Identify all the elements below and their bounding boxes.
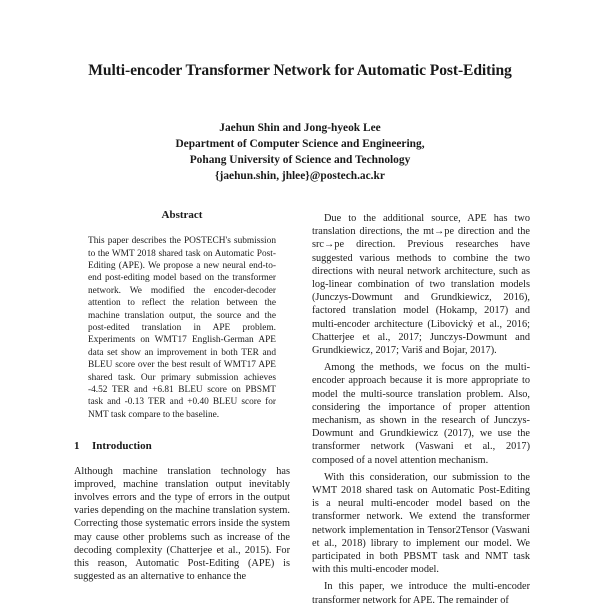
author-email: {jaehun.shin, jhlee}@postech.ac.kr bbox=[215, 170, 385, 182]
section-title: Introduction bbox=[92, 440, 152, 453]
author-block bbox=[0, 120, 600, 184]
body-paragraph-3: With this consideration, our submission to the WMT 2018 shared task on Automatic Post-Editing is a neural multi-encoder model based on the transformer network. We extend the transformer network implementation in Tensor2Tensor (Vaswani et al., 2018) library to implement our model. We participated in both PBSMT task and NMT task with this multi-encoder model. bbox=[312, 471, 530, 576]
affiliation-department: Department of Computer Science and Engineering, bbox=[175, 138, 425, 150]
abstract-heading: Abstract bbox=[161, 209, 203, 221]
introduction-paragraph: Although machine translation technology has improved, machine translation output inevitably involves errors and the type of errors in the output varies depending on the machine translation system. Correcting those systematic errors inside the system may cause other problems such as increase of the decoding complexity (Chatterjee et al., 2015). For this reason, Automatic Post-Editing (APE) is suggested as an alternative to enhance the bbox=[74, 465, 290, 583]
paper-title: Multi-encoder Transformer Network for Automatic Post-Editing bbox=[88, 62, 512, 79]
body-paragraph-1: Due to the additional source, APE has two translation directions, the mt→pe direction and the src→pe direction. Previous researches have suggested various methods to combine the two directions with neural network architecture, such as log-linear combination of two translation models (Junczys-Dowmunt and Grundkiewicz, 2016), factored translation model (Hokamp, 2017) and multi-encoder architecture (Libovický et al., 2016; Chatterjee et al., 2017; Junczys-Dowmunt and Grundkiewicz, 2017; Variš and Bojar, 2017). bbox=[312, 213, 530, 357]
abstract-text: This paper describes the POSTECH's submission to the WMT 2018 shared task on Automatic Post-Editing (APE). We propose a new neural end-to-end post-editing model based on the transformer network. We modified the encoder-decoder attention to reflect the relation between the machine translation output, the source and the post-edited translation in APE problem. Experiments on WMT17 English-German APE data set show an improvement in both TER and BLEU score over the best result of WMT17 APE shared task. Our primary submission achieves -4.52 TER and +6.81 BLEU score on PBSMT task and -0.13 TER and +0.40 BLEU score for NMT task compare to the baseline. bbox=[88, 236, 276, 420]
author-names: Jaehun Shin and Jong-hyeok Lee bbox=[219, 122, 381, 134]
section-heading-introduction bbox=[74, 440, 290, 453]
right-column bbox=[312, 212, 530, 607]
affiliation-university: Pohang University of Science and Technology bbox=[189, 154, 411, 166]
body-paragraph-2: Among the methods, we focus on the multi-encoder approach because it is more appropriate to model the multi-source translation problem. Also, considering the importance of proper attention mechanism, as shown in the research of Junczys-Dowmunt and Grundkiewicz (2017), we use the transformer network (Vaswani et al., 2017) composed of a novel attention mechanism. bbox=[312, 362, 530, 466]
section-number: 1 bbox=[74, 440, 80, 453]
body-paragraph-4: In this paper, we introduce the multi-encoder transformer network for APE. The remainder of bbox=[312, 581, 530, 606]
left-column bbox=[74, 209, 290, 583]
